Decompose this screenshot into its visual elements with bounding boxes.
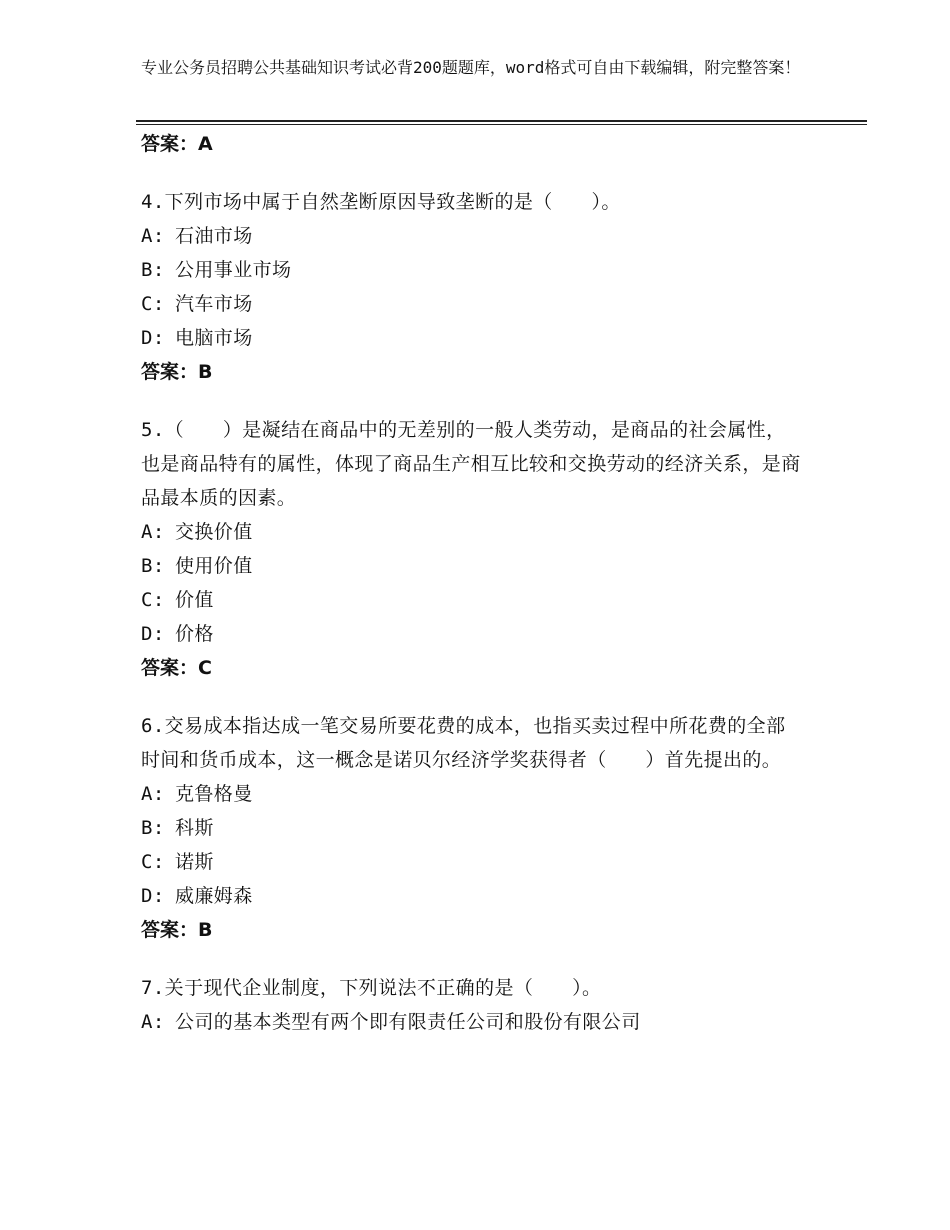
option-text: 公用事业市场	[175, 259, 292, 281]
option-text: 科斯	[175, 817, 214, 839]
answer-line: 答案：B	[141, 361, 213, 383]
option-b	[141, 549, 801, 583]
option-letter: D:	[141, 327, 165, 349]
option-letter: B:	[141, 555, 165, 577]
page-header: 专业公务员招聘公共基础知识考试必背200题题库，word格式可自由下载编辑，附完整答案！	[141, 58, 801, 77]
question-5	[141, 413, 801, 685]
option-letter: B:	[141, 259, 165, 281]
question-stem: 6.交易成本指达成一笔交易所要花费的成本，也指买卖过程中所花费的全部时间和货币成本，这一概念是诺贝尔经济学奖获得者（ ）首先提出的。	[141, 715, 786, 771]
option-letter: B:	[141, 817, 165, 839]
option-c	[141, 583, 801, 617]
option-text: 克鲁格曼	[175, 783, 253, 805]
option-a	[141, 777, 801, 811]
answer-line: 答案：A	[141, 133, 213, 155]
header-divider-thick	[136, 120, 867, 122]
option-c	[141, 287, 801, 321]
option-letter: D:	[141, 623, 165, 645]
option-letter: A:	[141, 225, 165, 247]
option-text: 公司的基本类型有两个即有限责任公司和股份有限公司	[175, 1011, 641, 1033]
option-d	[141, 321, 801, 355]
question-stem: 7.关于现代企业制度，下列说法不正确的是（ ）。	[141, 977, 602, 999]
option-text: 电脑市场	[175, 327, 253, 349]
header-divider-thin	[136, 124, 867, 125]
option-text: 诺斯	[175, 851, 214, 873]
question-stem: 4.下列市场中属于自然垄断原因导致垄断的是（ ）。	[141, 191, 621, 213]
option-b	[141, 811, 801, 845]
option-c	[141, 845, 801, 879]
option-d	[141, 617, 801, 651]
option-text: 使用价值	[175, 555, 253, 577]
answer-line: 答案：B	[141, 919, 213, 941]
option-text: 石油市场	[175, 225, 253, 247]
option-text: 交换价值	[175, 521, 253, 543]
option-text: 威廉姆森	[175, 885, 253, 907]
option-b	[141, 253, 801, 287]
option-text: 价格	[175, 623, 214, 645]
option-letter: C:	[141, 589, 165, 611]
option-a	[141, 515, 801, 549]
option-letter: A:	[141, 1011, 165, 1033]
question-6	[141, 709, 801, 947]
option-letter: C:	[141, 851, 165, 873]
option-text: 汽车市场	[175, 293, 253, 315]
option-text: 价值	[175, 589, 214, 611]
option-letter: C:	[141, 293, 165, 315]
option-letter: D:	[141, 885, 165, 907]
question-stem: 5.（ ）是凝结在商品中的无差别的一般人类劳动，是商品的社会属性，也是商品特有的属性，体现了商品生产相互比较和交换劳动的经济关系，是商品最本质的因素。	[141, 419, 801, 509]
option-a	[141, 219, 801, 253]
answer-line: 答案：C	[141, 657, 212, 679]
option-a	[141, 1005, 801, 1039]
option-letter: A:	[141, 521, 165, 543]
document-body	[141, 127, 801, 1039]
question-4	[141, 185, 801, 389]
question-7	[141, 971, 801, 1039]
option-letter: A:	[141, 783, 165, 805]
option-d	[141, 879, 801, 913]
